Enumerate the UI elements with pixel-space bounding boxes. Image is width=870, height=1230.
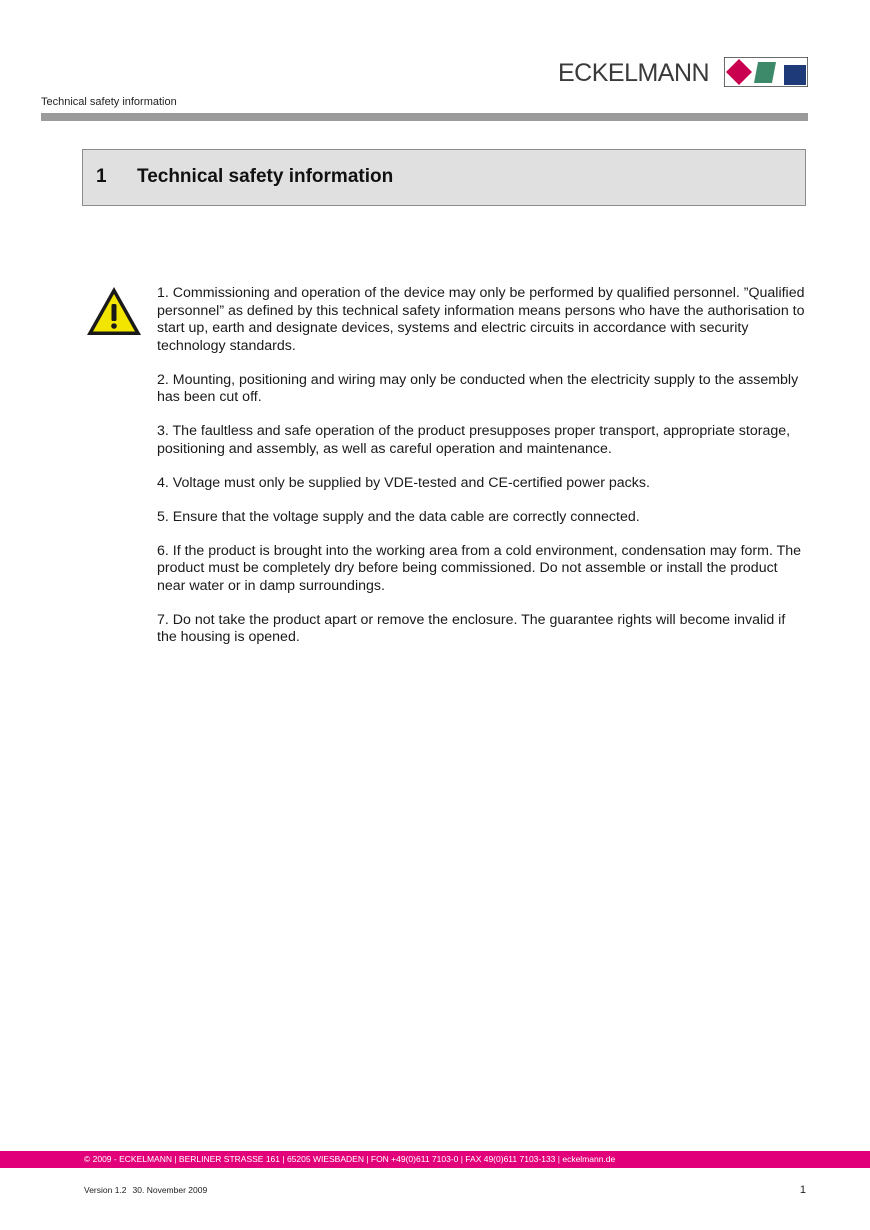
safety-item-7: 7. Do not take the product apart or remove the enclosure. The guarantee rights will become invalid if the housing is opened. [157, 611, 786, 645]
version-date: 30. November 2009 [132, 1185, 208, 1195]
safety-instructions-list [157, 285, 807, 663]
logo-mark-icon [724, 57, 808, 87]
safety-item-3: 3. The faultless and safe operation of the product presupposes proper transport, appropriate storage, positioning and assembly, as well as careful operation and maintenance. [157, 423, 791, 457]
footer-contact-text: © 2009 - ECKELMANN | BERLINER STRASSE 161 | 65205 WIESBADEN | FON +49(0)611 7103-0 | FAX 49(0)611 7103-133 | eckelmann.de [84, 1154, 616, 1164]
chapter-title: Technical safety information [137, 166, 394, 187]
company-logo [558, 57, 808, 89]
logo-wordmark: ECKELMANN [558, 59, 710, 87]
safety-item-1: 1. Commissioning and operation of the device may only be performed by qualified personnel. ”Qualified personnel” as defined by this technical safety information means persons who have the authorisation to start up, earth and designate devices, systems and electric circuits in accordance with security technology standards. [157, 285, 805, 354]
version-label: Version 1.2 [84, 1185, 127, 1195]
footer-bar [0, 1151, 870, 1168]
safety-item-5: 5. Ensure that the voltage supply and the data cable are correctly connected. [157, 508, 640, 525]
safety-item-6: 6. If the product is brought into the working area from a cold environment, condensation may form. The product must be completely dry before being commissioned. Do not assemble or install the product near water or in damp surroundings. [157, 542, 802, 594]
header-rule [41, 113, 808, 121]
warning-triangle-icon [85, 285, 143, 337]
chapter-heading-box [82, 149, 806, 206]
chapter-number: 1 [96, 166, 107, 187]
safety-item-2: 2. Mounting, positioning and wiring may only be conducted when the electricity supply to the assembly has been cut off. [157, 371, 799, 405]
version-info [84, 1185, 207, 1195]
running-header: Technical safety information [41, 96, 177, 108]
page-number: 1 [799, 1184, 806, 1196]
safety-item-4: 4. Voltage must only be supplied by VDE-tested and CE-certified power packs. [157, 474, 650, 491]
